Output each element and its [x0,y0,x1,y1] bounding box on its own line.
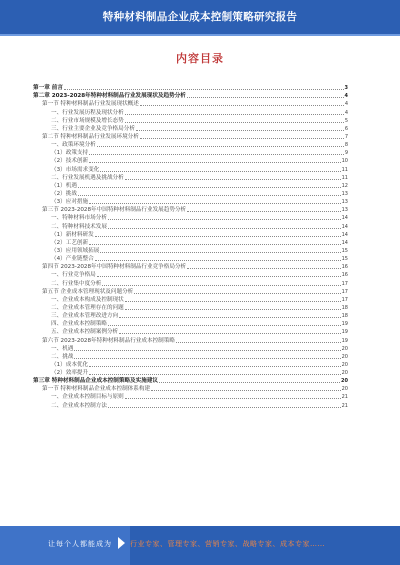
toc-leader-dots [78,187,341,188]
toc-entry-page: 19 [341,321,348,328]
toc-entry-page: 4 [344,109,348,116]
toc-entry[interactable] [33,149,348,157]
toc-entry[interactable] [33,247,348,255]
toc-entry-label: （2）效率提升 [51,370,89,377]
toc-entry-page: 6 [344,125,348,132]
toc-entry[interactable] [33,117,348,125]
toc-entry-label: 四、企业成本控制策略 [51,321,107,328]
footer-tagline: 行业专家、管理专家、营销专家、战略专家、成本专家…… [130,540,325,548]
toc-entry-label: 三、行业主要企业及竞争格局分析 [51,125,135,132]
toc-entry[interactable] [33,345,348,353]
toc-leader-dots [89,203,341,204]
toc-entry-page: 20 [341,386,348,393]
toc-entry-page: 11 [341,166,348,173]
toc-entry-page: 19 [341,337,348,344]
toc-entry-label: 二、行业发展机遇及挑战分析 [51,174,124,181]
toc-entry-page: 18 [341,313,348,320]
toc-leader-dots [140,105,344,106]
toc-leader-dots [102,285,340,286]
toc-entry-label: （4）产业链整合 [51,256,94,263]
toc-leader-dots [134,293,340,294]
toc-leader-dots [108,228,341,229]
toc-entry-label: （1）新材料研发 [51,231,94,238]
toc-entry[interactable] [33,84,348,92]
toc-entry[interactable] [33,231,348,239]
toc-leader-dots [151,390,341,391]
report-title: 特种材料制品企业成本控制策略研究报告 [102,11,298,23]
toc-entry-page: 18 [341,304,348,311]
toc-entry-label: 二、企业成本控制方法 [51,402,107,409]
toc-entry-label: 第二节 特种材料制品行业发展环境分析 [42,133,139,140]
toc-entry-label: 第三节 2023-2028年中国特种材料制品行业发展趋势分析 [42,207,187,214]
toc-entry-label: 五、企业成本控制案例分析 [51,329,119,336]
toc-entry-label: 一、行业发展历程及现状分析 [51,109,124,116]
toc-entry[interactable] [33,92,348,100]
toc-entry-label: 二、特种材料技术发展 [51,223,107,230]
toc-leader-dots [74,358,340,359]
toc-entry[interactable] [33,393,348,401]
toc-entry-page: 8 [344,142,348,149]
toc-leader-dots [136,130,344,131]
toc-entry-label: 第一章 前言 [33,85,63,92]
toc-entry-label: 二、行业市场规模及增长态势 [51,117,124,124]
toc-entry-page: 3 [344,85,348,92]
toc-entry-page: 20 [341,370,348,377]
toc-entry-page: 14 [341,231,348,238]
toc-entry[interactable] [33,369,348,377]
toc-entry-label: 一、特种材料市场分析 [51,215,107,222]
arrow-right-icon [118,537,125,549]
toc-leader-dots [125,179,341,180]
footer-text: 让每个人都能成为 [48,540,112,548]
toc-entry[interactable] [33,312,348,320]
toc-leader-dots [119,333,340,334]
toc-entry-label: 一、企业成本控制目标与原则 [51,394,124,401]
toc-entry-label: （2）工艺创新 [51,239,89,246]
toc-leader-dots [187,268,340,269]
toc-leader-dots [187,211,340,212]
toc-entry-page: 17 [341,280,348,287]
toc-entry[interactable] [33,271,348,279]
toc-entry[interactable] [33,296,348,304]
toc-entry-label: 第六节 2023-2028年特种材料制品行业成本控制策略 [42,337,175,344]
toc-leader-dots [97,146,344,147]
toc-entry[interactable] [33,125,348,133]
toc-entry[interactable] [33,165,348,173]
toc-entry-page: 20 [341,361,348,368]
toc-entry-page: 13 [341,207,348,214]
toc-entry-page: 13 [341,199,348,206]
toc-entry[interactable] [33,108,348,116]
toc-heading: 内容目录 [176,52,224,65]
toc-leader-dots [140,138,344,139]
toc-entry[interactable] [33,320,348,328]
toc-leader-dots [89,154,344,155]
toc-entry-page: 11 [341,174,348,181]
toc-entry-label: 三、企业成本管理改进方向 [51,313,119,320]
toc-entry-page: 15 [341,247,348,254]
toc-entry-label: （2）挑战 [51,190,77,197]
toc-entry-label: 第二章 2023-2028年特种材料制品行业发展现状及趋势分析 [33,93,186,100]
toc-leader-dots [89,244,341,245]
toc-entry-label: 第一节 特种材料制品行业发展现状概述 [42,101,139,108]
toc-entry-label: 一、行业竞争格局 [51,272,96,279]
toc-leader-dots [95,260,341,261]
toc-entry[interactable] [33,377,348,385]
toc-leader-dots [125,114,344,115]
toc-entry-page: 17 [341,288,348,295]
toc-entry-label: （3）市场需求变化 [51,166,100,173]
toc-entry-page: 5 [344,117,348,124]
toc-entry[interactable] [33,174,348,182]
toc-entry[interactable] [33,206,348,214]
toc-entry-label: （1）成本优化 [51,361,89,368]
toc-entry-label: （3）应用领域拓展 [51,247,100,254]
toc-entry[interactable] [33,353,348,361]
toc-entry-label: （3）应对措施 [51,199,89,206]
toc-leader-dots [108,325,341,326]
toc-entry-page: 10 [341,158,348,165]
toc-entry-label: 一、企业成本构成及控制现状 [51,296,124,303]
toc-entry[interactable] [33,361,348,369]
toc-leader-dots [97,276,341,277]
toc-entry-page: 14 [341,223,348,230]
toc-leader-dots [89,366,341,367]
toc-entry[interactable] [33,401,348,409]
toc-entry[interactable] [33,182,348,190]
toc-entry-page: 16 [341,272,348,279]
header-divider [0,34,400,36]
toc-leader-dots [176,342,341,343]
toc-entry-page: 20 [341,353,348,360]
toc-leader-dots [187,97,344,98]
toc-entry-page: 9 [344,150,348,157]
toc-leader-dots [89,162,341,163]
toc-entry-page: 16 [341,264,348,271]
toc-entry-label: 第五节 企业成本管理现状及问题分析 [42,288,134,295]
table-of-contents [33,84,348,410]
toc-entry-page: 4 [344,93,348,100]
toc-entry-label: 第一节 特种材料制品企业成本控制体系构建 [42,386,151,393]
toc-entry-page: 4 [344,101,348,108]
toc-entry-page: 21 [341,402,348,409]
toc-leader-dots [78,195,341,196]
toc-leader-dots [125,309,341,310]
toc-entry[interactable] [33,336,348,344]
toc-leader-dots [95,236,341,237]
toc-leader-dots [89,374,341,375]
toc-leader-dots [125,398,341,399]
toc-entry[interactable] [33,198,348,206]
toc-entry[interactable] [33,100,348,108]
toc-entry[interactable] [33,222,348,230]
toc-entry-label: 二、挑战 [51,353,74,360]
toc-entry-label: （1）机遇 [51,182,77,189]
toc-entry[interactable] [33,190,348,198]
toc-entry-label: 一、机遇 [51,345,74,352]
toc-entry[interactable] [33,157,348,165]
toc-leader-dots [108,219,341,220]
toc-leader-dots [125,122,344,123]
toc-entry-label: 二、企业成本管理存在的问题 [51,304,124,311]
toc-leader-dots [159,382,340,383]
toc-entry[interactable] [33,328,348,336]
toc-entry-label: 第四节 2023-2028年中国特种材料制品行业竞争格局分析 [42,264,187,271]
toc-entry[interactable] [33,133,348,141]
toc-leader-dots [119,317,340,318]
toc-entry-label: 二、行业集中度分析 [51,280,102,287]
toc-entry-page: 12 [341,182,348,189]
toc-entry-page: 19 [341,329,348,336]
toc-leader-dots [100,252,340,253]
toc-entry[interactable] [33,279,348,287]
toc-leader-dots [108,407,341,408]
toc-entry[interactable] [33,239,348,247]
toc-entry[interactable] [33,385,348,393]
toc-entry-page: 20 [341,378,348,385]
toc-entry-label: （2）技术创新 [51,158,89,165]
toc-leader-dots [125,301,341,302]
toc-entry[interactable] [33,255,348,263]
toc-entry-label: 一、政策环境分析 [51,142,96,149]
toc-entry[interactable] [33,141,348,149]
toc-leader-dots [100,171,340,172]
toc-entry-page: 20 [341,345,348,352]
toc-entry-label: （1）政策支持 [51,150,89,157]
toc-entry[interactable] [33,288,348,296]
toc-entry-page: 17 [341,296,348,303]
toc-entry-page: 21 [341,394,348,401]
toc-leader-dots [64,89,344,90]
toc-entry-page: 14 [341,239,348,246]
toc-entry-label: 第三章 特种材料制品企业成本控制策略及实施建议 [33,378,159,385]
toc-leader-dots [74,350,340,351]
toc-entry-page: 7 [344,133,348,140]
toc-entry[interactable] [33,214,348,222]
toc-entry[interactable] [33,263,348,271]
toc-entry-page: 14 [341,215,348,222]
toc-entry[interactable] [33,304,348,312]
toc-entry-page: 13 [341,190,348,197]
toc-entry-page: 15 [341,256,348,263]
